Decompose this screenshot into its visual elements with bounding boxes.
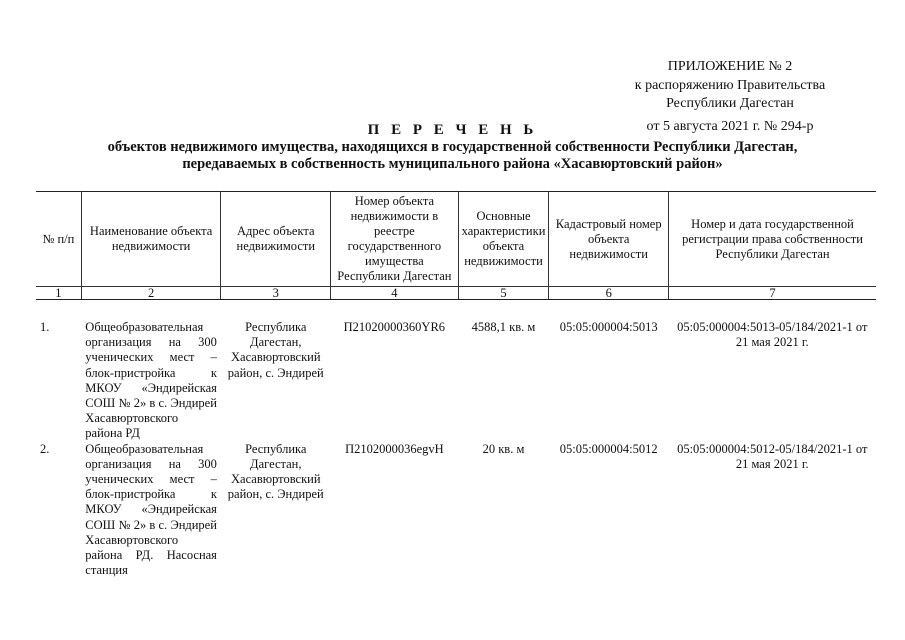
column-number: 5 bbox=[458, 287, 549, 300]
table-header-row bbox=[36, 192, 876, 287]
appendix-title: ПРИЛОЖЕНИЕ № 2 bbox=[667, 59, 793, 74]
header-characteristics: Основные характеристики объекта недвижимости bbox=[458, 192, 549, 287]
row-number: 1. bbox=[40, 320, 50, 334]
cadastral-number: 05:05:000004:5013 bbox=[559, 320, 658, 334]
header-registration: Номер и дата государственной регистрации права собственности Республики Дагестан bbox=[669, 192, 876, 287]
header-num: № п/п bbox=[36, 192, 81, 287]
document-title bbox=[40, 122, 865, 173]
row-number: 2. bbox=[40, 441, 50, 456]
appendix-date: от 5 августа 2021 г. № 294-р bbox=[646, 118, 814, 134]
object-name: Общеобразовательная организация на 300 ученических мест – блок-пристройка к МКОУ «Эндирейская СОШ № 2» в с. Эндирей Хасавюртовского района РД bbox=[85, 320, 217, 441]
title-line-2: передаваемых в собственность муниципального района «Хасавюртовский район» bbox=[182, 156, 723, 172]
table-row bbox=[36, 442, 876, 579]
characteristics: 20 кв. м bbox=[482, 441, 525, 456]
column-number: 1 bbox=[36, 287, 81, 300]
column-number: 3 bbox=[221, 287, 331, 300]
registration-record: 05:05:000004:5013-05/184/2021-1 от 21 мая 2021 г. bbox=[677, 320, 868, 350]
column-number: 4 bbox=[331, 287, 459, 300]
appendix-ref-line: к распоряжению Правительства bbox=[634, 77, 826, 93]
registration-record: 05:05:000004:5012-05/184/2021-1 от 21 мая 2021 г. bbox=[677, 441, 868, 471]
column-number: 2 bbox=[81, 287, 221, 300]
header-cadastral: Кадастровый номер объекта недвижимости bbox=[549, 192, 669, 287]
header-registry-number: Номер объекта недвижимости в реестре государственного имущества Республики Дагестан bbox=[331, 192, 459, 287]
column-number: 6 bbox=[549, 287, 669, 300]
registry-number: П2102000036egvH bbox=[345, 441, 444, 456]
title-line-1: объектов недвижимого имущества, находящихся в государственной собственности Республики Дагестан, bbox=[107, 139, 798, 155]
appendix-authority: Республики Дагестан bbox=[666, 96, 794, 111]
cadastral-number: 05:05:000004:5012 bbox=[559, 441, 658, 456]
header-address: Адрес объекта недвижимости bbox=[221, 192, 331, 287]
column-number: 7 bbox=[669, 287, 876, 300]
object-name: Общеобразовательная организация на 300 ученических мест – блок-пристройка к МКОУ «Эндирейская СОШ № 2» в с. Эндирей Хасавюртовского района РД. Насосная станция bbox=[85, 441, 217, 578]
column-number-row bbox=[36, 287, 876, 300]
registry-number: П21020000360YR6 bbox=[343, 320, 446, 334]
title-heading: П Е Р Е Ч Е Н Ь bbox=[367, 122, 538, 138]
property-table bbox=[36, 191, 876, 578]
characteristics: 4588,1 кв. м bbox=[471, 320, 536, 334]
table-row bbox=[36, 320, 876, 442]
object-address: Республика Дагестан, Хасавюртовский район, с. Эндирей bbox=[227, 320, 324, 380]
object-address: Республика Дагестан, Хасавюртовский район, с. Эндирей bbox=[227, 441, 324, 502]
header-name: Наименование объекта недвижимости bbox=[81, 192, 221, 287]
